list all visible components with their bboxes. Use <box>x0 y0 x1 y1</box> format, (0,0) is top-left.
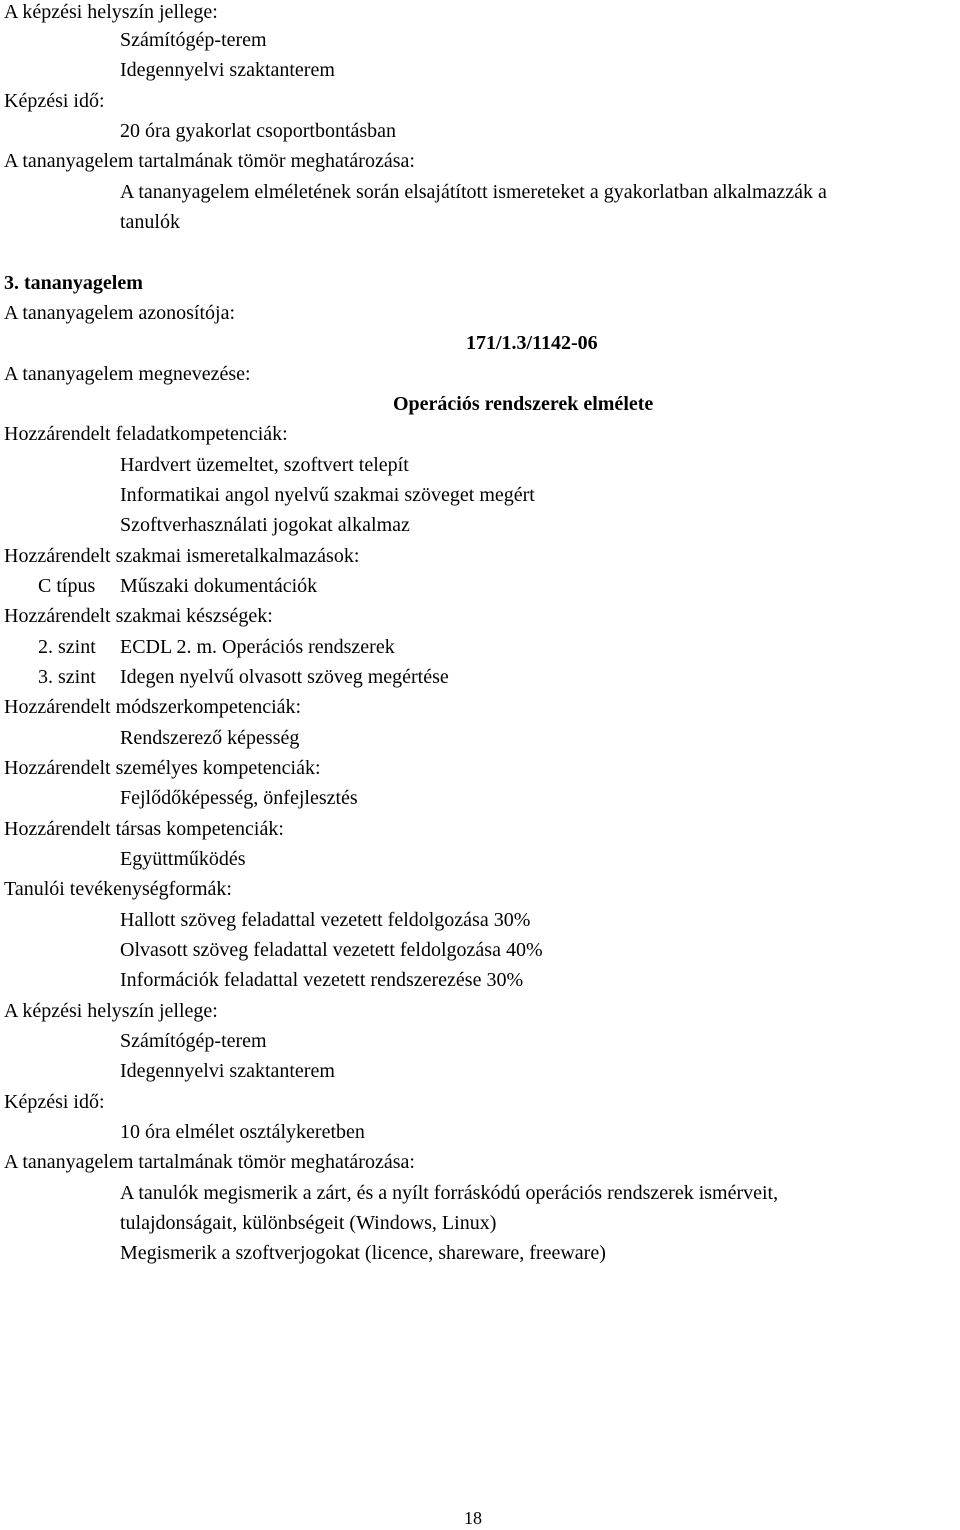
location-label: A képzési helyszín jellege: <box>4 1000 218 1022</box>
page-number: 18 <box>464 1508 482 1528</box>
summary-line: A tananyagelem elméletének során elsajátított ismereteket a gyakorlatban alkalmazzák a <box>120 181 827 203</box>
id-value: 171/1.3/1142-06 <box>466 332 598 354</box>
time-label: Képzési idő: <box>4 90 105 112</box>
summary-line: A tanulók megismerik a zárt, és a nyílt forráskódú operációs rendszerek ismérveit, <box>120 1182 779 1204</box>
skill-item: Idegen nyelvű olvasott szöveg megértése <box>120 666 449 688</box>
name-label: A tananyagelem megnevezése: <box>4 363 251 385</box>
task-competence-label: Hozzárendelt feladatkompetenciák: <box>4 423 288 445</box>
summary-label: A tananyagelem tartalmának tömör meghatározása: <box>4 1151 415 1173</box>
task-competence-item: Hardvert üzemeltet, szoftvert telepít <box>120 454 409 476</box>
skill-item: ECDL 2. m. Operációs rendszerek <box>120 636 395 658</box>
id-label: A tananyagelem azonosítója: <box>4 302 236 324</box>
skill-level: 3. szint <box>38 666 96 688</box>
summary-line: tulajdonságait, különbségeit (Windows, Linux) <box>120 1212 497 1234</box>
personal-value: Fejlődőképesség, önfejlesztés <box>120 787 358 809</box>
social-label: Hozzárendelt társas kompetenciák: <box>4 818 284 840</box>
summary-line: tanulók <box>120 211 180 233</box>
summary-line: Megismerik a szoftverjogokat (licence, shareware, freeware) <box>120 1242 606 1264</box>
summary-label: A tananyagelem tartalmának tömör meghatározása: <box>4 150 415 172</box>
personal-label: Hozzárendelt személyes kompetenciák: <box>4 757 321 779</box>
location-value: Számítógép-terem <box>120 29 267 51</box>
task-competence-item: Szoftverhasználati jogokat alkalmaz <box>120 514 410 536</box>
location-label: A képzési helyszín jellege: <box>4 1 218 23</box>
knowledge-item: Műszaki dokumentációk <box>120 575 318 597</box>
activity-item: Információk feladattal vezetett rendszerezése 30% <box>120 969 524 991</box>
location-value: Számítógép-terem <box>120 1030 267 1052</box>
knowledge-level: C típus <box>38 575 96 597</box>
time-value: 10 óra elmélet osztálykeretben <box>120 1121 365 1143</box>
skills-label: Hozzárendelt szakmai készségek: <box>4 605 273 627</box>
knowledge-label: Hozzárendelt szakmai ismeretalkalmazások: <box>4 545 360 567</box>
activity-item: Olvasott szöveg feladattal vezetett feldolgozása 40% <box>120 939 543 961</box>
section-heading: 3. tananyagelem <box>4 272 143 294</box>
method-value: Rendszerező képesség <box>120 727 300 749</box>
activity-label: Tanulói tevékenységformák: <box>4 878 232 900</box>
social-value: Együttműködés <box>120 848 246 870</box>
activity-item: Hallott szöveg feladattal vezetett feldolgozása 30% <box>120 909 531 931</box>
method-label: Hozzárendelt módszerkompetenciák: <box>4 696 302 718</box>
skill-level: 2. szint <box>38 636 96 658</box>
time-value: 20 óra gyakorlat csoportbontásban <box>120 120 397 142</box>
name-value: Operációs rendszerek elmélete <box>393 393 654 415</box>
location-value: Idegennyelvi szaktanterem <box>120 1060 335 1082</box>
time-label: Képzési idő: <box>4 1091 105 1113</box>
location-value: Idegennyelvi szaktanterem <box>120 59 335 81</box>
task-competence-item: Informatikai angol nyelvű szakmai szöveget megért <box>120 484 535 506</box>
